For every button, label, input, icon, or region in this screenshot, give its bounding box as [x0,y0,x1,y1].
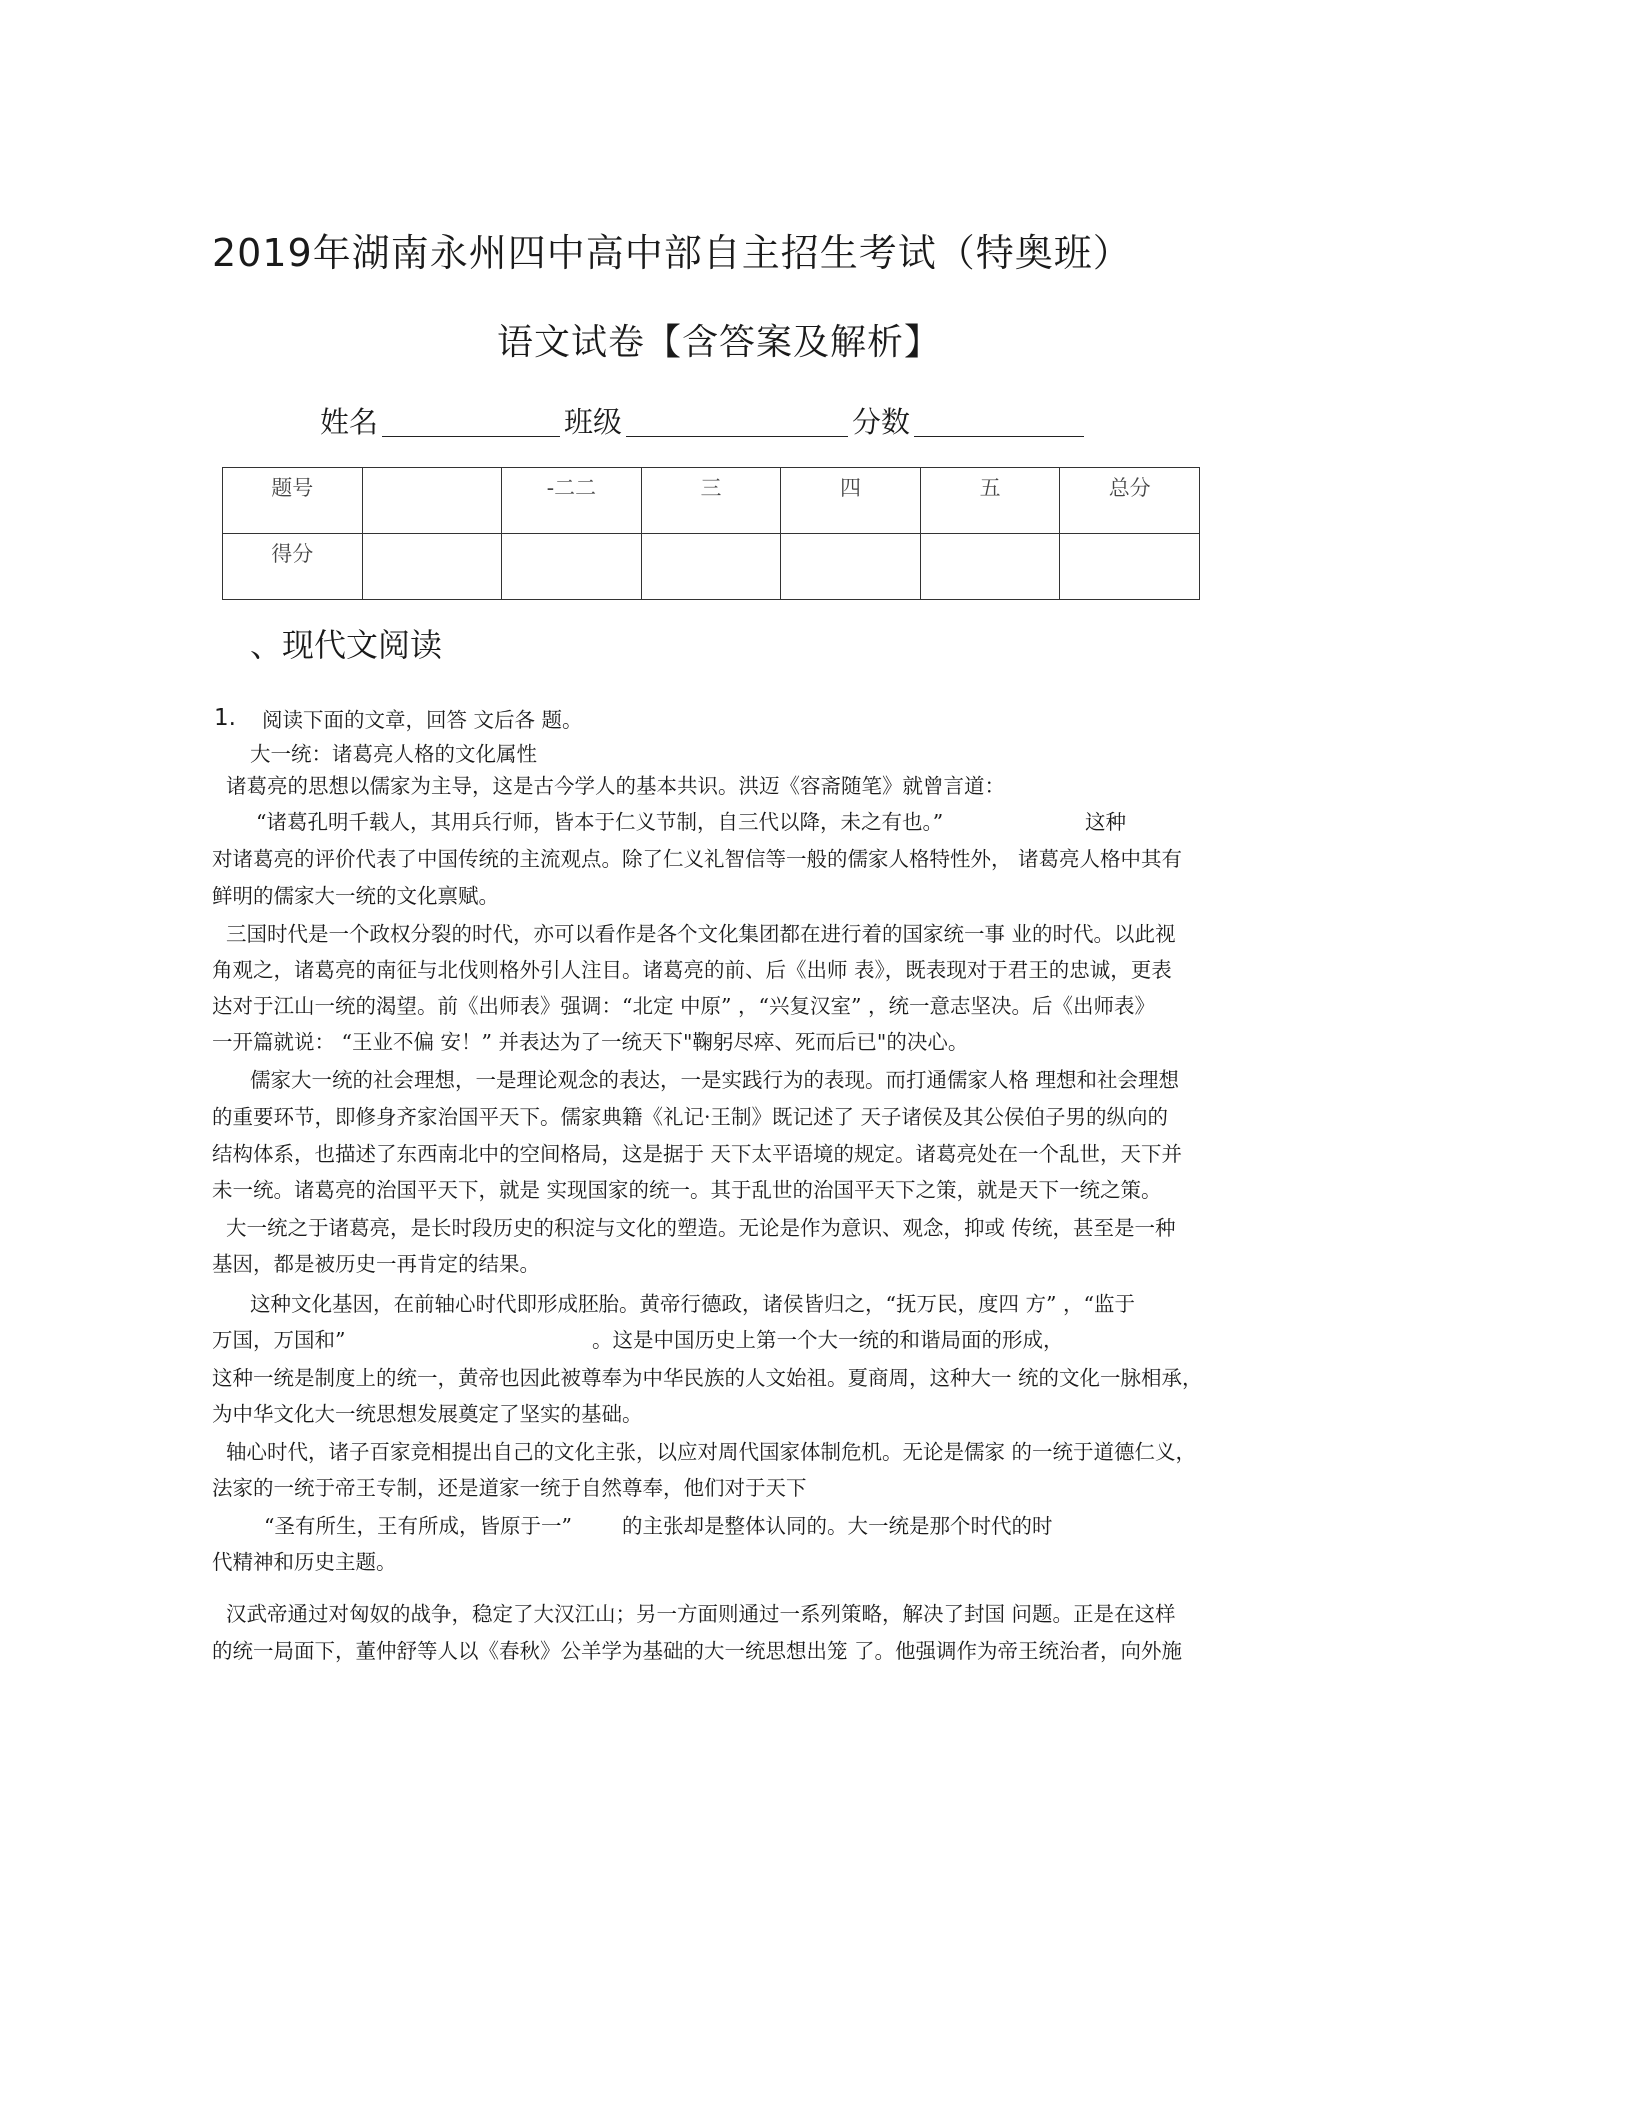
score-table-header-row [223,468,1200,534]
article-line: 未一统。诸葛亮的治国平天下，就是 实现国家的统一。其于乱世的治国平天下之策，就是天下一统之策。 [212,1178,1162,1202]
article-line: 这种文化基因，在前轴心时代即形成胚胎。黄帝行德政，诸侯皆归之，“抚万民，度四 方” ，“监于 [250,1292,1135,1316]
name-blank[interactable] [382,406,560,437]
score-table-cell[interactable] [1060,534,1200,600]
article-line: “圣有所生，王有所成，皆原于一” [264,1514,572,1538]
section-heading: 、现代文阅读 [250,626,443,664]
article-line: 三国时代是一个政权分裂的时代，亦可以看作是各个文化集团都在进行着的国家统一事 业的时代。以此视 [226,922,1176,946]
article-line: 这种一统是制度上的统一，黄帝也因此被尊奉为中华民族的人文始祖。夏商周，这种大一 统的文化一脉相承， [212,1366,1203,1390]
score-table-cell[interactable] [781,534,921,600]
article-line: 的统一局面下，董仲舒等人以《春秋》公羊学为基础的大一统思想出笼 了。他强调作为帝王统治者，向外施 [212,1639,1183,1663]
question-prompt: 阅读下面的文章，回答 文后各 题。 [262,708,583,732]
article-line: 万国，万国和” [212,1328,346,1352]
article-line: 为中华文化大一统思想发展奠定了坚实的基础。 [212,1402,643,1426]
article-line: 角观之，诸葛亮的南征与北伐则格外引人注目。诸葛亮的前、后《出师 表》，既表现对于君王的忠诚，更表 [212,958,1172,982]
score-table-cell: 题号 [223,468,363,534]
article-title: 大一统：诸葛亮人格的文化属性 [250,742,537,766]
score-table-cell: 得分 [223,534,363,600]
exam-subtitle: 语文试卷【含答案及解析】 [497,322,942,363]
article-line: 。这是中国历史上第一个大一统的和谐局面的形成， [592,1328,1064,1352]
article-line: 这种 [1085,810,1126,834]
article-line: 轴心时代，诸子百家竞相提出自己的文化主张，以应对周代国家体制危机。无论是儒家 的一统于道德仁义， [226,1440,1197,1464]
article-line: 结构体系，也描述了东西南北中的空间格局，这是据于 天下太平语境的规定。诸葛亮处在一个乱世，天下并 [212,1142,1183,1166]
article-line: 达对于江山一统的渴望。前《出师表》强调：“北定 中原” ，“兴复汉室” ，统一意志坚决。后《出师表》 [212,994,1155,1018]
score-table [222,467,1200,600]
article-line: 的主张却是整体认同的。大一统是那个时代的时 [622,1514,1053,1538]
score-table-cell[interactable] [920,534,1060,600]
article-line: 诸葛亮的思想以儒家为主导，这是古今学人的基本共识。洪迈《容斋随笔》就曾言道： [226,774,1005,798]
score-table-cell: 四 [781,468,921,534]
score-table-cell[interactable] [362,534,502,600]
score-table-cell[interactable] [641,534,781,600]
article-line: 汉武帝通过对匈奴的战争，稳定了大汉江山；另一方面则通过一系列策略，解决了封国 问题。正是在这样 [226,1602,1176,1626]
student-info-row [320,400,1088,441]
article-line: “诸葛孔明千载人，其用兵行师，皆本于仁义节制，自三代以降，未之有也。” [256,810,944,834]
article-line: 一开篇就说： “王业不偏 安！” 并表达为了一统天下"鞠躬尽瘁、死而后已"的决心。 [212,1030,969,1054]
score-table-cell: 总分 [1060,468,1200,534]
question-number: 1. [214,705,236,731]
score-table-cell [362,468,502,534]
score-label: 分数 [852,405,911,439]
article-line: 儒家大一统的社会理想，一是理论观念的表达，一是实践行为的表现。而打通儒家人格 理想和社会理想 [250,1068,1180,1092]
exam-title: 2019年湖南永州四中高中部自主招生考试（特奥班） [212,231,1132,275]
article-line: 的重要环节，即修身齐家治国平天下。儒家典籍《礼记·王制》既记述了 天子诸侯及其公侯伯子男的纵向的 [212,1105,1169,1129]
article-line: 鲜明的儒家大一统的文化禀赋。 [212,884,499,908]
score-table-score-row [223,534,1200,600]
article-line: 法家的一统于帝王专制，还是道家一统于自然尊奉，他们对于天下 [212,1476,807,1500]
article-line: 基因，都是被历史一再肯定的结果。 [212,1252,540,1276]
article-line: 对诸葛亮的评价代表了中国传统的主流观点。除了仁义礼智信等一般的儒家人格特性外， 诸葛亮人格中其有 [212,847,1183,871]
score-table-cell: -二二 [502,468,642,534]
score-table-cell[interactable] [502,534,642,600]
name-label: 姓名 [320,405,379,439]
article-line: 代精神和历史主题。 [212,1550,397,1574]
score-table-cell: 五 [920,468,1060,534]
class-blank[interactable] [626,406,848,437]
score-table-cell: 三 [641,468,781,534]
score-blank[interactable] [914,406,1084,437]
class-label: 班级 [564,405,623,439]
article-line: 大一统之于诸葛亮，是长时段历史的积淀与文化的塑造。无论是作为意识、观念，抑或 传统，甚至是一种 [226,1216,1176,1240]
